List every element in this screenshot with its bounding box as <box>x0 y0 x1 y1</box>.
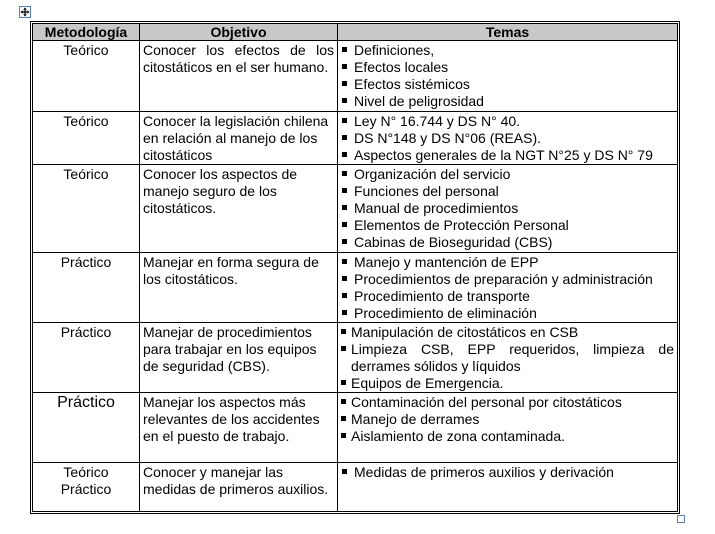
square-bullet-icon <box>341 380 346 385</box>
list-item: Funciones del personal <box>341 183 674 200</box>
metodologia-cell[interactable]: Práctico <box>33 323 140 393</box>
list-item: Efectos sistémicos <box>341 76 674 93</box>
objetivo-cell[interactable]: Conocer la legislación chilena en relación al manejo de los citostáticos <box>140 112 338 165</box>
square-bullet-icon <box>342 293 347 298</box>
objetivo-cell[interactable]: Manejar de procedimientos para trabajar en los equipos de seguridad (CBS). <box>140 323 338 393</box>
list-item: Procedimiento de eliminación <box>341 305 674 322</box>
objetivo-cell[interactable]: Conocer los aspectos de manejo seguro de los citostáticos. <box>140 165 338 253</box>
temas-cell[interactable] <box>338 463 678 512</box>
square-bullet-icon <box>341 329 346 334</box>
square-bullet-icon <box>342 152 347 157</box>
square-bullet-icon <box>342 47 347 52</box>
metodologia-cell[interactable]: Teórico <box>33 165 140 253</box>
course-content-table <box>30 21 680 514</box>
square-bullet-icon <box>342 310 347 315</box>
square-bullet-icon <box>342 469 347 474</box>
list-item: Definiciones, <box>341 42 674 59</box>
metodologia-cell[interactable]: Práctico <box>33 253 140 323</box>
objetivo-cell[interactable]: Manejar los aspectos más relevantes de los accidentes en el puesto de trabajo. <box>140 393 338 463</box>
header-temas: Temas <box>338 24 678 41</box>
list-item: Organización del servicio <box>341 166 674 183</box>
list-item: Cabinas de Bioseguridad (CBS) <box>341 234 674 251</box>
square-bullet-icon <box>342 222 347 227</box>
objetivo-cell[interactable]: Conocer y manejar las medidas de primeros auxilios. <box>140 463 338 512</box>
table-header-row <box>33 24 678 41</box>
list-item: Nivel de peligrosidad <box>341 93 674 110</box>
list-item: Equipos de Emergencia. <box>341 375 674 392</box>
temas-cell[interactable] <box>338 112 678 165</box>
list-item: Procedimientos de preparación y administración <box>341 271 674 288</box>
list-item: Efectos locales <box>341 59 674 76</box>
square-bullet-icon <box>342 276 347 281</box>
table-move-icon[interactable] <box>19 6 31 18</box>
square-bullet-icon <box>341 416 346 421</box>
list-item: Limpieza CSB, EPP requeridos, limpieza de derrames sólidos y líquidos <box>341 341 674 375</box>
table-resize-icon[interactable] <box>677 515 685 523</box>
square-bullet-icon <box>342 98 347 103</box>
table-row <box>33 323 678 393</box>
metodologia-cell[interactable]: Práctico <box>33 393 140 463</box>
table-row <box>33 393 678 463</box>
list-item: Aspectos generales de la NGT N°25 y DS N° 79 <box>341 147 674 164</box>
square-bullet-icon <box>341 399 346 404</box>
temas-cell[interactable] <box>338 253 678 323</box>
temas-cell[interactable] <box>338 323 678 393</box>
metodologia-line: Teórico <box>63 464 109 480</box>
objetivo-cell[interactable]: Conocer los efectos de los citostáticos en el ser humano. <box>140 41 338 112</box>
square-bullet-icon <box>342 239 347 244</box>
square-bullet-icon <box>341 346 346 351</box>
table-row <box>33 165 678 253</box>
square-bullet-icon <box>342 259 347 264</box>
list-item: Elementos de Protección Personal <box>341 217 674 234</box>
list-item: Procedimiento de transporte <box>341 288 674 305</box>
objetivo-cell[interactable]: Manejar en forma segura de los citostáticos. <box>140 253 338 323</box>
square-bullet-icon <box>342 118 347 123</box>
list-item: Manejo y mantención de EPP <box>341 254 674 271</box>
metodologia-line: Práctico <box>60 481 112 497</box>
square-bullet-icon <box>342 135 347 140</box>
metodologia-cell[interactable]: Teórico <box>33 41 140 112</box>
list-item: Ley N° 16.744 y DS N° 40. <box>341 113 674 130</box>
table <box>32 23 678 512</box>
square-bullet-icon <box>342 171 347 176</box>
header-objetivo: Objetivo <box>140 24 338 41</box>
list-item: Medidas de primeros auxilios y derivación <box>341 464 674 481</box>
square-bullet-icon <box>342 81 347 86</box>
table-row <box>33 253 678 323</box>
metodologia-cell[interactable] <box>33 463 140 512</box>
square-bullet-icon <box>342 188 347 193</box>
header-metodologia: Metodología <box>33 24 140 41</box>
temas-cell[interactable] <box>338 165 678 253</box>
list-item: DS N°148 y DS N°06 (REAS). <box>341 130 674 147</box>
table-row <box>33 41 678 112</box>
square-bullet-icon <box>342 64 347 69</box>
list-item: Manipulación de citostáticos en CSB <box>341 324 674 341</box>
metodologia-cell[interactable]: Teórico <box>33 112 140 165</box>
list-item: Aislamiento de zona contaminada. <box>341 428 674 445</box>
square-bullet-icon <box>341 433 346 438</box>
list-item: Manejo de derrames <box>341 411 674 428</box>
table-row <box>33 463 678 512</box>
list-item: Contaminación del personal por citostáticos <box>341 394 674 411</box>
square-bullet-icon <box>342 205 347 210</box>
temas-cell[interactable] <box>338 393 678 463</box>
table-row <box>33 112 678 165</box>
temas-cell[interactable] <box>338 41 678 112</box>
list-item: Manual de procedimientos <box>341 200 674 217</box>
